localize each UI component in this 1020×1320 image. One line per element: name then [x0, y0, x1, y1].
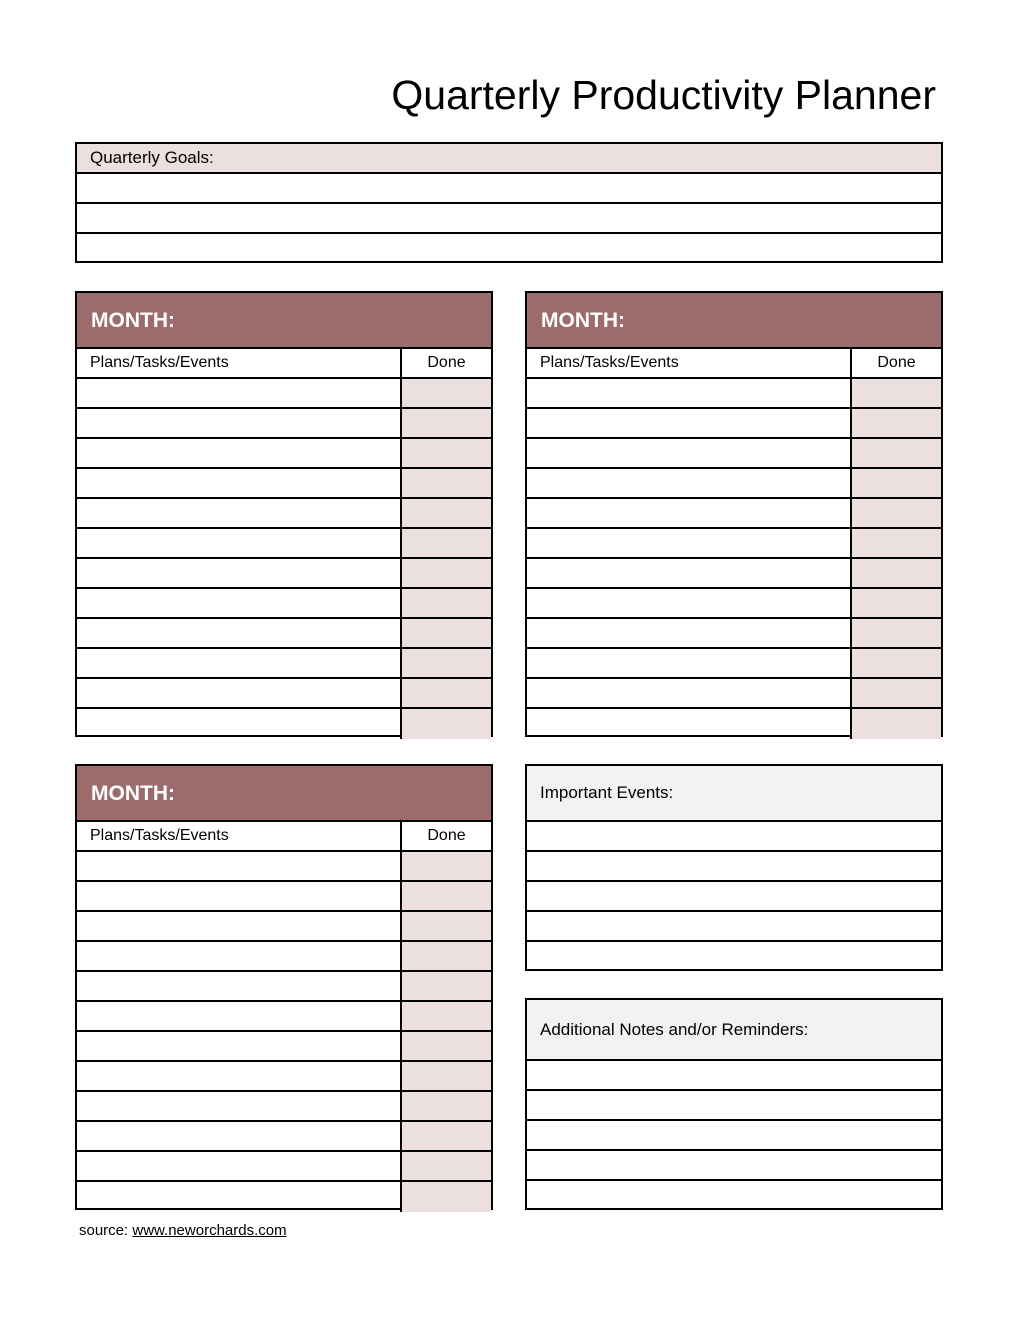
done-cell[interactable]: [852, 679, 941, 707]
goal-line[interactable]: [77, 204, 941, 234]
task-cell[interactable]: [527, 589, 852, 617]
column-header-row: [527, 349, 941, 379]
task-cell[interactable]: [527, 679, 852, 707]
done-cell[interactable]: [402, 529, 491, 557]
column-header-done: Done: [402, 822, 491, 850]
note-line[interactable]: [527, 1121, 941, 1151]
done-cell[interactable]: [852, 409, 941, 437]
month-table-2: [525, 291, 943, 737]
note-line[interactable]: [527, 1091, 941, 1121]
task-row: [77, 499, 491, 529]
task-row: [527, 679, 941, 709]
done-cell[interactable]: [402, 882, 491, 910]
task-cell[interactable]: [77, 1062, 402, 1090]
task-cell[interactable]: [77, 559, 402, 587]
event-line[interactable]: [527, 942, 941, 972]
task-row: [77, 619, 491, 649]
done-cell[interactable]: [402, 942, 491, 970]
done-cell[interactable]: [402, 709, 491, 739]
task-cell[interactable]: [77, 409, 402, 437]
done-cell[interactable]: [402, 619, 491, 647]
task-cell[interactable]: [77, 589, 402, 617]
done-cell[interactable]: [402, 1062, 491, 1090]
task-row: [527, 379, 941, 409]
task-cell[interactable]: [77, 679, 402, 707]
task-cell[interactable]: [77, 852, 402, 880]
task-row: [527, 469, 941, 499]
task-row: [77, 1152, 491, 1182]
task-row: [527, 589, 941, 619]
done-cell[interactable]: [402, 1092, 491, 1120]
task-cell[interactable]: [77, 469, 402, 497]
task-cell[interactable]: [527, 439, 852, 467]
task-cell[interactable]: [77, 499, 402, 527]
task-row: [77, 409, 491, 439]
task-row: [527, 529, 941, 559]
task-cell[interactable]: [527, 559, 852, 587]
done-cell[interactable]: [402, 1032, 491, 1060]
done-cell[interactable]: [402, 439, 491, 467]
important-events-label: Important Events:: [527, 766, 941, 822]
task-cell[interactable]: [77, 709, 402, 739]
task-row: [527, 499, 941, 529]
important-events-box: [525, 764, 943, 971]
column-header-done: Done: [402, 349, 491, 377]
done-cell[interactable]: [402, 469, 491, 497]
task-row: [77, 559, 491, 589]
task-cell[interactable]: [77, 1032, 402, 1060]
done-cell[interactable]: [402, 499, 491, 527]
task-cell[interactable]: [77, 1092, 402, 1120]
done-cell[interactable]: [402, 559, 491, 587]
task-row: [77, 439, 491, 469]
task-row: [77, 1062, 491, 1092]
done-cell[interactable]: [852, 649, 941, 677]
task-row: [77, 589, 491, 619]
month-table-1: [75, 291, 493, 737]
task-row: [77, 1032, 491, 1062]
goal-line[interactable]: [77, 174, 941, 204]
note-line[interactable]: [527, 1151, 941, 1181]
done-cell[interactable]: [852, 529, 941, 557]
task-cell[interactable]: [527, 709, 852, 739]
quarterly-goals-box: [75, 142, 943, 263]
done-cell[interactable]: [402, 649, 491, 677]
goal-line[interactable]: [77, 234, 941, 264]
done-cell[interactable]: [402, 972, 491, 1000]
event-line[interactable]: [527, 912, 941, 942]
task-cell[interactable]: [77, 529, 402, 557]
task-row: [527, 409, 941, 439]
done-cell[interactable]: [402, 679, 491, 707]
column-header-row: [77, 349, 491, 379]
done-cell[interactable]: [402, 912, 491, 940]
page-title: Quarterly Productivity Planner: [391, 72, 936, 118]
task-cell[interactable]: [77, 972, 402, 1000]
task-cell[interactable]: [77, 619, 402, 647]
task-row: [77, 912, 491, 942]
task-row: [77, 1122, 491, 1152]
done-cell[interactable]: [852, 559, 941, 587]
month-header: MONTH:: [527, 293, 941, 349]
task-cell[interactable]: [527, 409, 852, 437]
done-cell[interactable]: [852, 379, 941, 407]
column-header-row: [77, 822, 491, 852]
task-row: [77, 942, 491, 972]
task-cell[interactable]: [527, 469, 852, 497]
task-cell[interactable]: [527, 379, 852, 407]
done-cell[interactable]: [402, 1122, 491, 1150]
notes-box: [525, 998, 943, 1210]
note-line[interactable]: [527, 1061, 941, 1091]
task-row: [77, 529, 491, 559]
task-cell[interactable]: [527, 529, 852, 557]
column-header-tasks: Plans/Tasks/Events: [77, 349, 402, 377]
done-cell[interactable]: [402, 379, 491, 407]
task-cell[interactable]: [77, 942, 402, 970]
column-header-tasks: Plans/Tasks/Events: [77, 822, 402, 850]
notes-label: Additional Notes and/or Reminders:: [527, 1000, 941, 1061]
task-cell[interactable]: [77, 1152, 402, 1180]
event-line[interactable]: [527, 822, 941, 852]
task-row: [527, 709, 941, 739]
task-row: [77, 469, 491, 499]
task-cell[interactable]: [77, 912, 402, 940]
done-cell[interactable]: [402, 1002, 491, 1030]
column-header-tasks: Plans/Tasks/Events: [527, 349, 852, 377]
task-row: [77, 882, 491, 912]
done-cell[interactable]: [402, 852, 491, 880]
task-row: [77, 379, 491, 409]
done-cell[interactable]: [402, 589, 491, 617]
month-header: MONTH:: [77, 766, 491, 822]
task-row: [77, 852, 491, 882]
task-cell[interactable]: [77, 1122, 402, 1150]
task-row: [77, 1092, 491, 1122]
event-line[interactable]: [527, 852, 941, 882]
task-row: [77, 679, 491, 709]
done-cell[interactable]: [402, 409, 491, 437]
done-cell[interactable]: [852, 439, 941, 467]
done-cell[interactable]: [402, 1152, 491, 1180]
task-row: [527, 439, 941, 469]
done-cell[interactable]: [402, 1182, 491, 1212]
month-header: MONTH:: [77, 293, 491, 349]
task-cell[interactable]: [77, 379, 402, 407]
task-cell[interactable]: [77, 439, 402, 467]
done-cell[interactable]: [852, 619, 941, 647]
task-row: [77, 1002, 491, 1032]
task-row: [77, 649, 491, 679]
task-cell[interactable]: [527, 499, 852, 527]
task-row: [527, 559, 941, 589]
task-row: [77, 972, 491, 1002]
task-cell[interactable]: [527, 619, 852, 647]
task-row: [527, 649, 941, 679]
done-cell[interactable]: [852, 589, 941, 617]
task-cell[interactable]: [527, 649, 852, 677]
done-cell[interactable]: [852, 469, 941, 497]
task-row: [77, 1182, 491, 1212]
task-row: [527, 619, 941, 649]
task-cell[interactable]: [77, 882, 402, 910]
note-line[interactable]: [527, 1181, 941, 1211]
source-link[interactable]: www.neworchards.com: [132, 1222, 287, 1239]
done-cell[interactable]: [852, 709, 941, 739]
quarterly-goals-label: Quarterly Goals:: [77, 144, 941, 174]
month-table-3: [75, 764, 493, 1210]
column-header-done: Done: [852, 349, 941, 377]
task-row: [77, 709, 491, 739]
event-line[interactable]: [527, 882, 941, 912]
source-credit: [79, 1221, 287, 1241]
done-cell[interactable]: [852, 499, 941, 527]
source-prefix: source:: [79, 1222, 129, 1239]
task-cell[interactable]: [77, 649, 402, 677]
task-cell[interactable]: [77, 1182, 402, 1212]
task-cell[interactable]: [77, 1002, 402, 1030]
